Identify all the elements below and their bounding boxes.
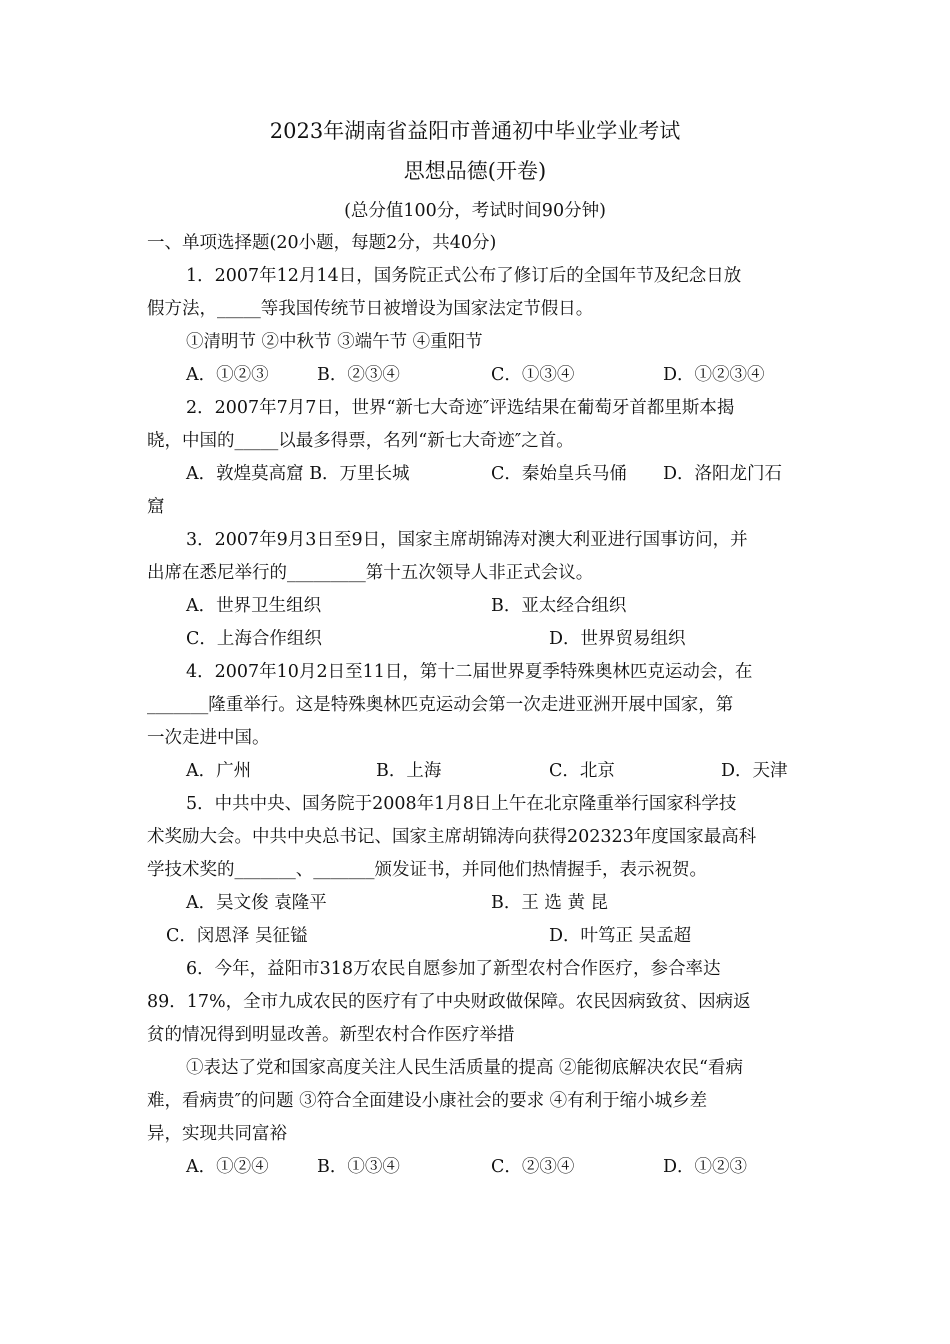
q3-option-c: C．上海合作组织 [186, 629, 322, 649]
q6-option-c: C．②③④ [491, 1157, 575, 1177]
q1-option-c: C．①③④ [491, 365, 575, 385]
q6-stem-line-3: 贫的情况得到明显改善。新型农村合作医疗举措 [147, 1025, 515, 1045]
q1-stem-line-1: 1．2007年12月14日，国务院正式公布了修订后的全国年节及纪念日放 [186, 266, 742, 286]
q3-stem-line-1: 3．2007年9月3日至9日，国家主席胡锦涛对澳大利亚进行国事访问，并 [186, 530, 748, 550]
q5-stem-line-1: 5．中共中央、国务院于2008年1月8日上午在北京隆重举行国家科学技 [186, 794, 737, 814]
q4-option-b: B．上海 [376, 761, 442, 781]
q6-option-a: A．①②④ [186, 1157, 269, 1177]
q4-option-a: A．广州 [186, 761, 252, 781]
q4-stem-line-3: 一次走进中国。 [147, 728, 270, 748]
q1-stem-line-2: 假方法，_____等我国传统节日被增设为国家法定节假日。 [147, 299, 594, 319]
q5-stem-line-3: 学技术奖的_______、_______颁发证书，并同他们热情握手，表示祝贺。 [147, 860, 707, 880]
q4-stem-line-2: _______隆重举行。这是特殊奥林匹克运动会第一次走进亚洲开展中国家，第 [147, 695, 734, 715]
q3-option-a: A．世界卫生组织 [186, 596, 322, 616]
exam-meta: (总分值100分，考试时间90分钟) [344, 201, 606, 221]
q1-option-a: A．①②③ [186, 365, 269, 385]
q6-sub-line-2: 难，看病贵″的问题 ③符合全面建设小康社会的要求 ④有利于缩小城乡差 [147, 1091, 708, 1111]
q4-option-c: C．北京 [549, 761, 615, 781]
q2-option-d: D．洛阳龙门石 [663, 464, 783, 484]
q2-option-c: C．秦始皇兵马俑 [491, 464, 627, 484]
q6-sub-line-1: ①表达了党和国家高度关注人民生活质量的提高 ②能彻底解决农民“看病 [186, 1058, 744, 1078]
q2-stem-line-1: 2．2007年7月7日，世界“新七大奇迹″评选结果在葡萄牙首都里斯本揭 [186, 398, 735, 418]
q3-option-d: D．世界贸易组织 [549, 629, 686, 649]
q5-option-c: C．闵恩泽 吴征镒 [166, 926, 308, 946]
q2-stem-line-2: 晓，中国的_____以最多得票，名列“新七大奇迹″之首。 [147, 431, 574, 451]
q1-option-d: D．①②③④ [663, 365, 765, 385]
q4-option-d: D．天津 [721, 761, 788, 781]
q2-option-ab: A．敦煌莫高窟 B．万里长城 [186, 464, 410, 484]
exam-title: 2023年湖南省益阳市普通初中毕业学业考试 [269, 119, 681, 143]
q5-option-a: A．吴文俊 袁隆平 [186, 893, 327, 913]
q3-option-b: B．亚太经合组织 [491, 596, 627, 616]
q3-stem-line-2: 出席在悉尼举行的_________第十五次领导人非正式会议。 [147, 563, 594, 583]
q4-stem-line-1: 4．2007年10月2日至11日，第十二届世界夏季特殊奥林匹克运动会，在 [186, 662, 753, 682]
q5-option-d: D．叶笃正 吴孟超 [549, 926, 692, 946]
q6-option-d: D．①②③ [663, 1157, 748, 1177]
q1-sub-items: ①清明节 ②中秋节 ③端午节 ④重阳节 [186, 332, 483, 352]
q6-stem-line-2: 89．17%，全市九成农民的医疗有了中央财政做保障。农民因病致贫、因病返 [147, 992, 751, 1012]
exam-subtitle: 思想品德(开卷) [403, 159, 547, 183]
q6-stem-line-1: 6．今年，益阳市318万农民自愿参加了新型农村合作医疗，参合率达 [186, 959, 721, 979]
q6-option-b: B．①③④ [317, 1157, 400, 1177]
section-heading: 一、单项选择题(20小题，每题2分，共40分) [147, 233, 497, 253]
q6-sub-line-3: 异，实现共同富裕 [147, 1124, 287, 1144]
q5-option-b: B．王 选 黄 昆 [491, 893, 609, 913]
q5-stem-line-2: 术奖励大会。中共中央总书记、国家主席胡锦涛向获得202323年度国家最高科 [147, 827, 757, 847]
q1-option-b: B．②③④ [317, 365, 400, 385]
q2-option-d-wrap: 窟 [147, 497, 165, 517]
